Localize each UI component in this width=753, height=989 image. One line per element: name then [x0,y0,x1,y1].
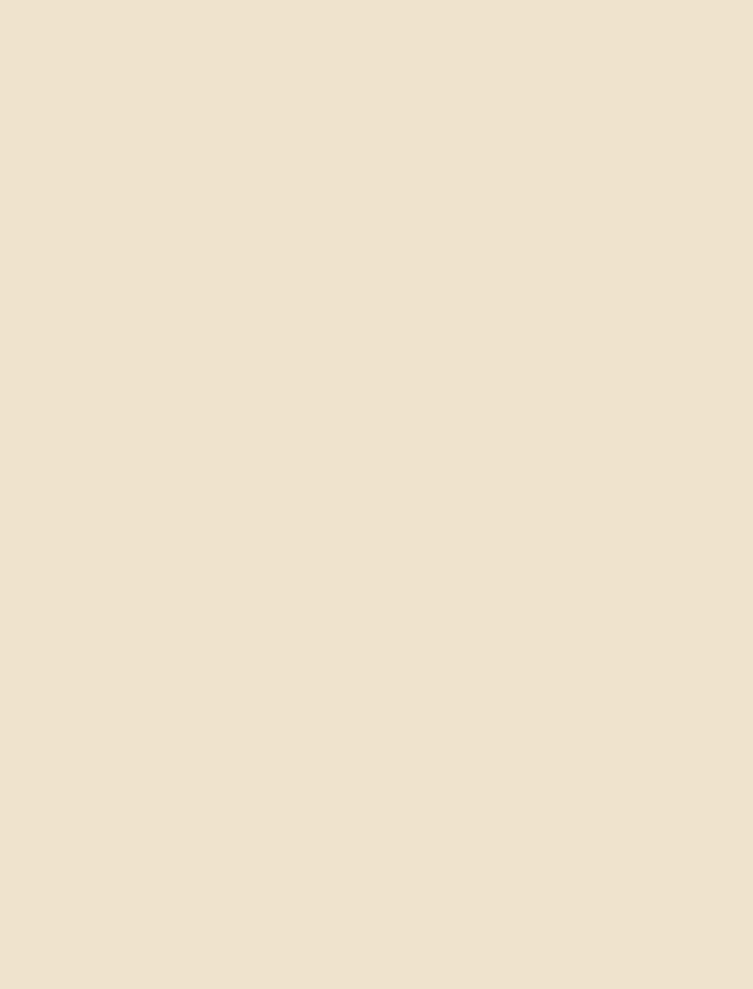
header-mileage [548,78,650,118]
header-portion [478,78,548,118]
header-time [62,78,128,118]
header-arrive [410,78,478,118]
header-to [270,78,410,118]
header-working-no [8,78,60,118]
header-next-day [650,78,753,118]
header-from [136,78,276,118]
